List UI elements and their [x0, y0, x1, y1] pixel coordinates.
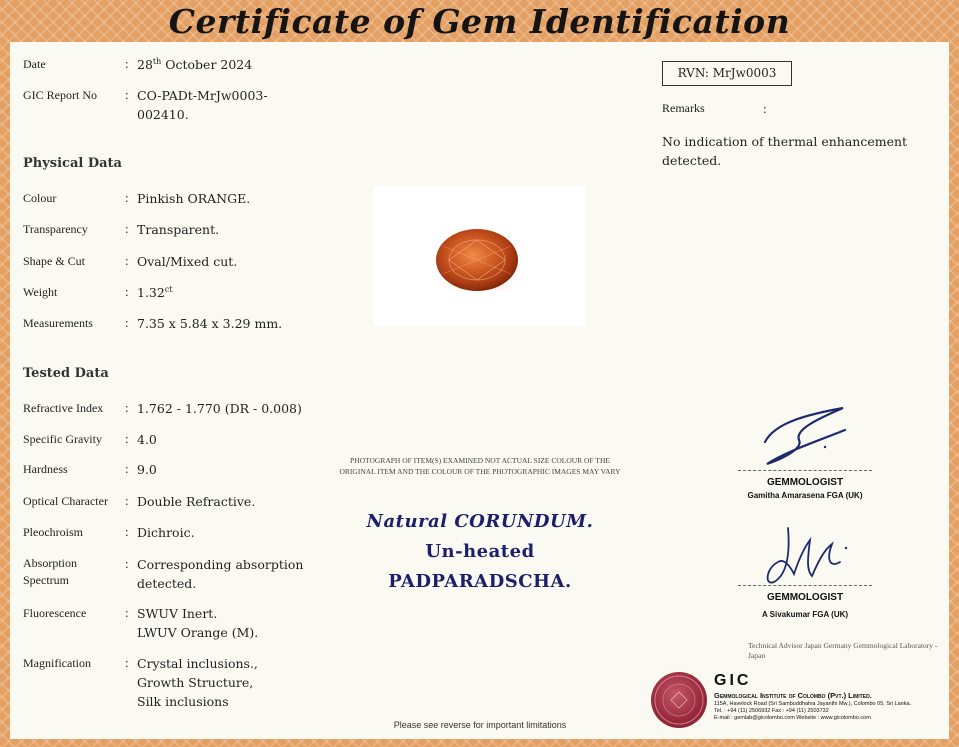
species-identification: Natural CORUNDUM. — [366, 511, 594, 532]
pleochroism-label: Pleochroism — [23, 525, 83, 539]
measurements-value: 7.35 x 5.84 x 3.29 mm. — [137, 316, 283, 331]
gemmologist-name: A Sivakumar FGA (UK) — [761, 610, 849, 619]
gic-email: E-mail : gemlab@gicolombo.com Website : www.gicolombo.com — [714, 715, 871, 721]
colon: : — [125, 284, 129, 299]
signature-2 — [760, 522, 860, 590]
refractive-index-value: 1.762 - 1.770 (DR - 0.008) — [137, 401, 302, 416]
colon: : — [125, 221, 129, 236]
magnification-value: Crystal inclusions., Growth Structure, Silk inclusions — [137, 656, 258, 709]
hardness-label: Hardness — [23, 462, 68, 476]
weight-label: Weight — [23, 285, 58, 299]
gemmologist-title: GEMMOLOGIST — [766, 477, 844, 488]
gic-phone: Tel. : +94 (11) 2506932 Fax : +94 (11) 2503732 — [714, 708, 829, 714]
colon: : — [763, 101, 767, 116]
colon: : — [125, 461, 129, 476]
date-label: Date — [23, 57, 46, 71]
colon: : — [125, 431, 129, 446]
specific-gravity-value: 4.0 — [137, 432, 157, 447]
variety-identification: PADPARADSCHA. — [388, 571, 572, 592]
colon: : — [125, 56, 129, 71]
certificate-title: Certificate of Gem Identification — [168, 2, 791, 41]
technical-advisor-note: Technical Advisor Japan Germany Gemmological Laboratory - Japan — [748, 641, 938, 660]
hardness-value: 9.0 — [137, 462, 157, 477]
rvn-box: RVN: MrJw0003 — [662, 61, 792, 86]
pleochroism-value: Dichroic. — [137, 525, 195, 540]
weight-value: $1.32^{ct}$ — [137, 285, 173, 300]
fluorescence-label: Fluorescence — [23, 606, 87, 620]
colour-label: Colour — [23, 191, 57, 205]
colon: : — [125, 655, 129, 670]
report-no-value: CO-PADt-MrJw0003- 002410. — [137, 88, 268, 122]
treatment-identification: Un-heated — [425, 541, 535, 562]
gem-image — [373, 186, 585, 326]
fluorescence-value: SWUV Inert. LWUV Orange (M). — [137, 606, 259, 640]
colon: : — [125, 524, 129, 539]
colon: : — [125, 605, 129, 620]
colour-value: Pinkish ORANGE. — [137, 191, 251, 206]
colon: : — [125, 315, 129, 330]
gic-seal-icon — [651, 672, 707, 728]
date-value: 28th October 2024 — [137, 57, 253, 72]
specific-gravity-label: Specific Gravity — [23, 432, 102, 446]
measurements-label: Measurements — [23, 316, 93, 330]
transparency-label: Transparency — [23, 222, 88, 236]
footer-note: Please see reverse for important limitations — [393, 720, 567, 730]
colon: : — [125, 556, 129, 571]
gem-photo — [373, 186, 585, 326]
colon: : — [125, 400, 129, 415]
tested-data-heading: Tested Data — [23, 366, 109, 381]
colon: : — [125, 253, 129, 268]
gic-abbreviation: GIC — [714, 672, 752, 689]
colon: : — [125, 190, 129, 205]
optical-character-label: Optical Character — [23, 494, 108, 508]
refractive-index-label: Refractive Index — [23, 401, 104, 415]
gemmologist-name: Gamitha Amarasena FGA (UK) — [747, 491, 863, 500]
gemmologist-title: GEMMOLOGIST — [766, 592, 844, 603]
signature-line — [738, 470, 872, 471]
signature-1 — [755, 402, 855, 472]
magnification-label: Magnification — [23, 656, 91, 670]
gic-full-name: Gemmological Institute of Colombo (Pvt.) Limited. — [714, 691, 872, 700]
transparency-value: Transparent. — [137, 222, 220, 237]
physical-data-heading: Physical Data — [23, 156, 122, 171]
absorption-spectrum-label: Absorption Spectrum — [23, 556, 77, 587]
report-no-label: GIC Report No — [23, 88, 97, 102]
colon: : — [125, 87, 129, 102]
photo-disclaimer: PHOTOGRAPH OF ITEM(S) EXAMINED NOT ACTUAL SIZE COLOUR OF THE ORIGINAL ITEM AND THE COLOUR OF THE PHOTOGRAPHIC IMAGES MAY VARY — [339, 456, 621, 476]
signature-line — [738, 585, 872, 586]
remarks-text: No indication of thermal enhancement detected. — [662, 134, 908, 168]
absorption-spectrum-value: Corresponding absorption detected. — [137, 557, 304, 591]
shape-cut-value: Oval/Mixed cut. — [137, 254, 238, 269]
remarks-label: Remarks — [662, 101, 705, 115]
gic-contact — [714, 701, 954, 722]
shape-cut-label: Shape & Cut — [23, 254, 85, 268]
gic-address: 115A, Havelock Road (Sri Sambuddhatva Jayanthi Mw.), Colombo 05, Sri Lanka. — [714, 701, 912, 707]
colon: : — [125, 493, 129, 508]
optical-character-value: Double Refractive. — [137, 494, 256, 509]
